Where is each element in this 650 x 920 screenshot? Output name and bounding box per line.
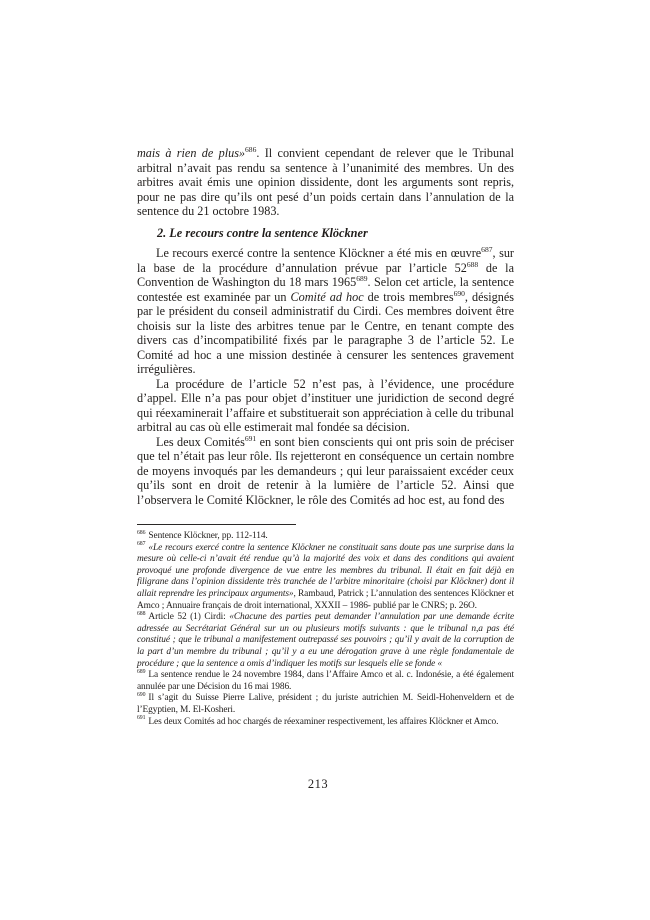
main-text-block — [137, 146, 514, 507]
footnote-688 — [137, 612, 514, 670]
footnote-separator-rule — [137, 524, 296, 525]
footnote-text-687: «Le recours exercé contre la sentence Klöckner ne constituait sans doute pas une surprise dans la mesure où celle-ci n’avait été rendue qu’à la majorité des voix et dans des conditions qui avaient provoqué une profonde divergence de vue entre les membres du tribunal. Il était en fait déjà en filigrane dans l’opinion dissidente très tranchée de l’arbitre minoritaire (choisi par Klöckner) dont il allait reprendre les principaux arguments», Rambaud, Patrick ; L’annulation des sentences Klöckner et Amco ; Annuaire français de droit international, XXXII – 1986- publié par le CNRS; p. 26O. — [137, 542, 514, 611]
paragraph-deux-comites: Les deux Comités$^{691}$ en sont bien conscients qui ont pris soin de préciser que tel n’était pas leur rôle. Ils rejetteront en conséquence un certain nombre de moyens invoqués par les demandeurs ; qui leur paraissaient excéder ceux qu’ils sont en droit de retenir à la lumière de l’article 52. Ainsi que l’observera le Comité Klöckner, le rôle des Comités ad hoc est, au fond des — [137, 433, 514, 507]
footnote-691 — [137, 717, 514, 729]
footnote-686 — [137, 531, 514, 543]
section-heading: 2. Le recours contre la sentence Klöckner — [157, 225, 368, 240]
footnote-number-688: 688 — [137, 611, 146, 618]
footnote-689 — [137, 670, 514, 693]
footnote-text-691: Les deux Comités ad hoc chargés de réexaminer respectivement, les affaires Klöckner et Amco. — [148, 716, 499, 727]
page-number: 213 — [307, 777, 329, 791]
paragraph-recours-mis-en-oeuvre: Le recours exercé contre la sentence Klöckner a été mis en œuvre$^{687}$, sur la base de la procédure d’annulation prévue par l’article $52^{688}$ de la Convention de Washington du 18 mars 1965$^{689}$. Selon cet article, la sentence contestée est examinée par un Comité ad hoc de trois membres$^{690}$, désignés par le président du conseil administratif du Cirdi. Ces membres doivent être choisis sur la liste des arbitres tenue par le Centre, en tenant compte des divers cas d’incompatibilité fixés par le paragraphe 3 de l’article 52. Le Comité ad hoc a une mission destinée à censurer les sentences gravement irrégulières. — [137, 244, 514, 376]
footnote-number-686: 686 — [137, 529, 146, 536]
paragraph-procedure-article-52: La procédure de l’article 52 n’est pas, à l’évidence, une procédure d’appel. Elle n’a pas pour objet d’instituer une juridiction de second degré qui réexaminerait l’affaire et substituerait son appréciation à celle du tribunal arbitral au cas où elle estimerait mal fondée sa décision. — [137, 376, 514, 434]
footnote-text-686: Sentence Klöckner, pp. 112-114. — [148, 531, 268, 541]
footnote-section — [137, 524, 514, 728]
footnote-687 — [137, 543, 514, 613]
footnote-number-687: 687 — [137, 541, 146, 548]
footnote-690 — [137, 693, 514, 716]
footnote-text-688: Article 52 (1) Cirdi: «Chacune des parties peut demander l’annulation par une demande écrite adressée au Secrétariat Général sur un ou plusieurs motifs suivants : que le tribunal n,a pas été constitué ; que le tribunal a manifestement outrepassé ses pouvoirs ; qu’il y avait de la corruption de la part d’un membre du tribunal ; qu’il y a eu une dérogation grave à une règle fondamentale de procédure ; que la sentence a omis d’indiquer les motifs sur lesquels elle se fonde « — [137, 612, 515, 669]
footnote-number-690: 690 — [137, 692, 146, 699]
footnote-number-689: 689 — [137, 669, 146, 675]
footnote-text-689: La sentence rendue le 24 novembre 1984, dans l’Affaire Amco et al. c. Indonésie, a été également annulée par une Décision du 16 mai 1986. — [137, 670, 514, 692]
paragraph-tribunal-dissent: mais à rien de plus»$^{686}$. Il convient cependant de relever que le Tribunal arbitral n’avait pas rendu sa sentence à l’unanimité des membres. Un des arbitres avait émis une opinion dissidente, dont les arguments sont repris, pour ne pas dire qu’ils ont pesé d’un poids certain dans l’annulation de la sentence du 21 octobre 1983. — [137, 144, 514, 218]
footnote-text-690: Il s’agit du Suisse Pierre Lalive, président ; du juriste autrichien M. Seidl-Hohenveldern et de l’Egyptien, M. El-Kosheri. — [137, 693, 514, 715]
footnote-number-691: 691 — [137, 715, 146, 722]
